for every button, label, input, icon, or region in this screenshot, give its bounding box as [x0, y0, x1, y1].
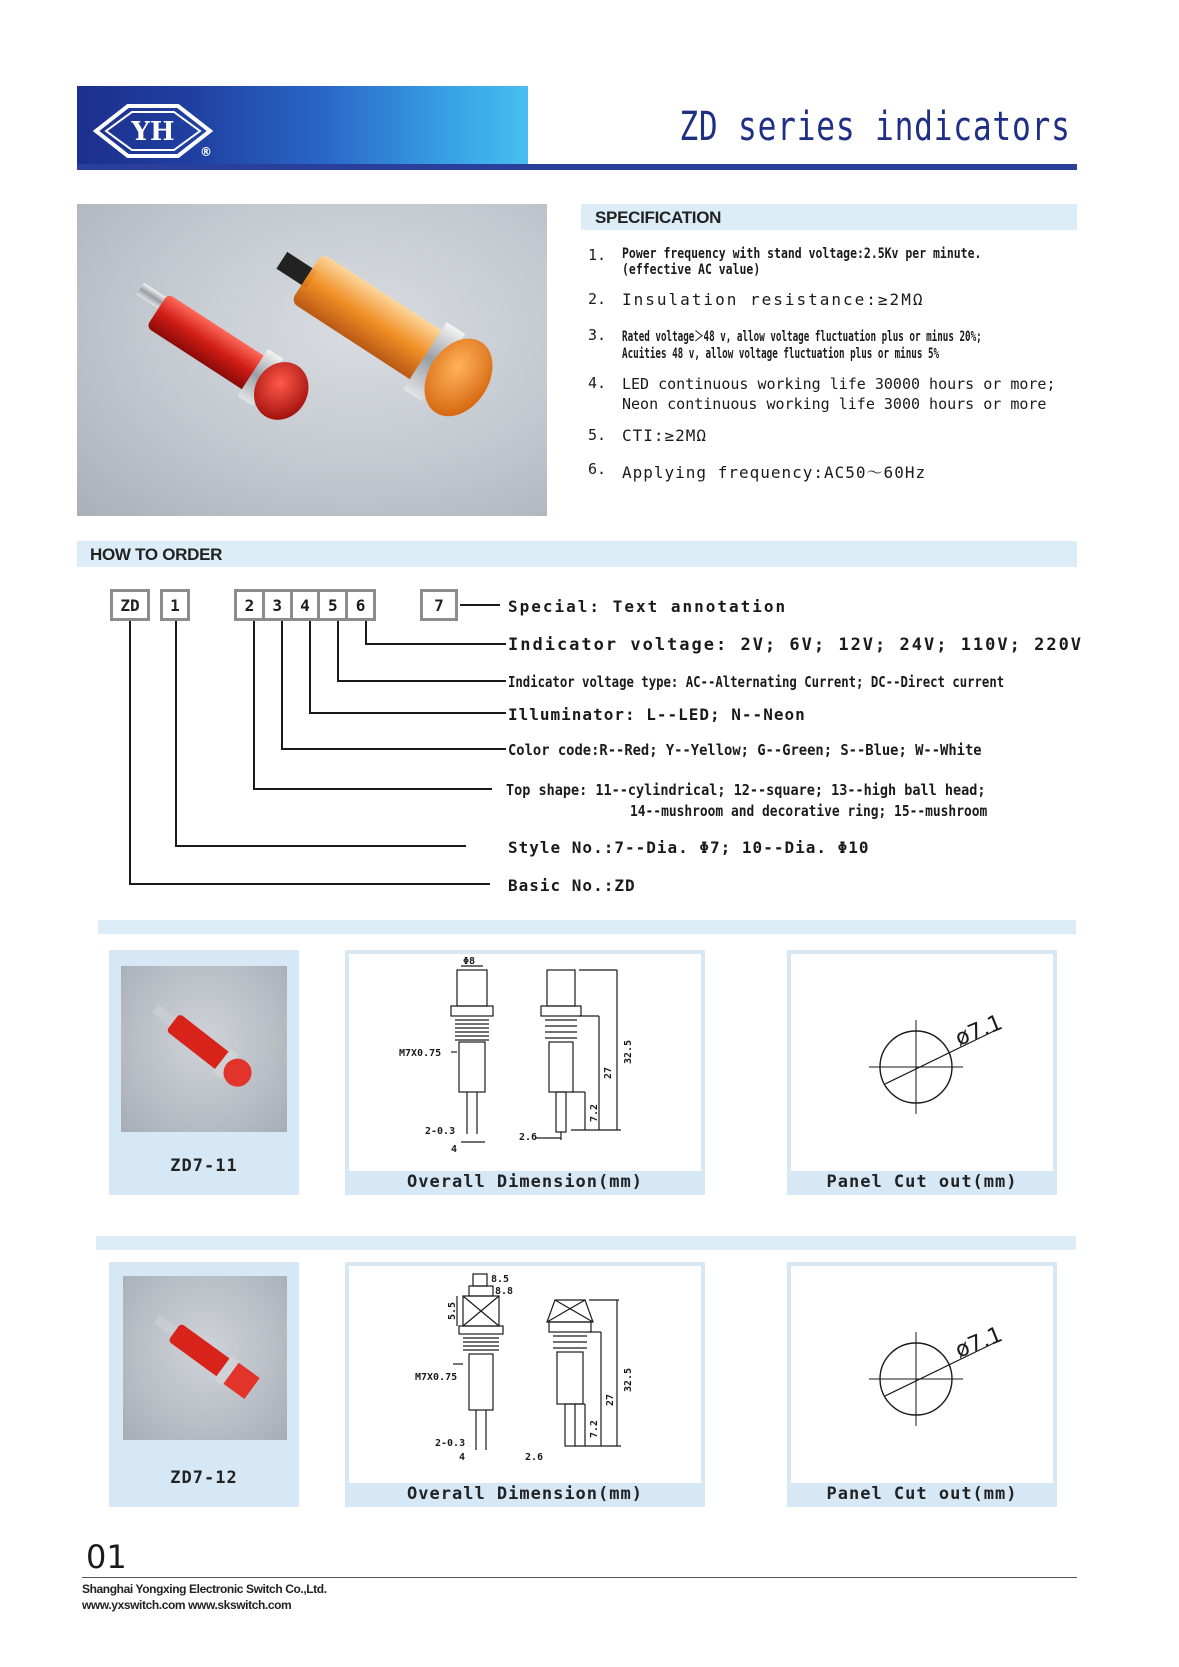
legend-color: Color code:R--Red; Y--Yellow; G--Green; S--Blue; W--White — [508, 741, 982, 759]
code-color: 3 — [265, 592, 293, 618]
page-number: 01 — [86, 1538, 127, 1576]
product-card-zd7-11 — [109, 950, 299, 1195]
footer-company-name: Shanghai Yongxing Electronic Switch Co.,Ltd. — [82, 1582, 327, 1596]
dimension-drawing-area — [349, 954, 701, 1171]
spec-item-3 — [588, 326, 1167, 362]
lamp-photo-icon — [123, 1276, 287, 1440]
code-top-shape: 2 — [237, 592, 265, 618]
spec-item-5 — [588, 426, 707, 445]
dim-pin-width: 4 — [451, 1144, 458, 1155]
code-options-group — [234, 589, 376, 621]
dim-head-width: 8.8 — [495, 1286, 514, 1297]
code-special-box: 7 — [420, 589, 458, 621]
spec-num: 1. — [588, 246, 607, 264]
dimension-drawing-area — [349, 1266, 701, 1483]
dimension-caption: Overall Dimension(mm) — [407, 1484, 643, 1504]
legend-basic: Basic No.:ZD — [508, 876, 636, 895]
dim-thread: M7X0.75 — [415, 1372, 458, 1383]
dim-total-length: 32.5 — [623, 1367, 634, 1392]
dim-thread: M7X0.75 — [399, 1048, 442, 1059]
cutout-caption: Panel Cut out(mm) — [826, 1172, 1018, 1192]
dim-head-top: 8.5 — [491, 1274, 510, 1285]
dim-body-length: 27 — [605, 1393, 616, 1406]
dim-pin-length: 7.2 — [589, 1103, 600, 1122]
specification-heading-bar — [581, 204, 1077, 230]
legend-style: Style No.:7--Dia. Φ7; 10--Dia. Φ10 — [508, 838, 870, 857]
spec-num: 3. — [588, 326, 607, 344]
spec-line: Acuities 48 v, allow voltage fluctuation plus or minus 5% — [622, 346, 940, 362]
lamp-photo-icon — [121, 966, 287, 1132]
spec-line: (effective AC value) — [622, 262, 761, 278]
dim-head-diameter: Φ8 — [463, 956, 476, 967]
header-underline — [77, 164, 1077, 170]
product-card-zd7-12 — [109, 1262, 299, 1507]
product-photo-zd7-12 — [123, 1276, 287, 1440]
hero-product-photo — [77, 204, 547, 516]
dimension-card-zd7-11 — [345, 950, 705, 1195]
dimension-caption: Overall Dimension(mm) — [407, 1172, 643, 1192]
cutout-drawing-area — [791, 954, 1053, 1171]
code-voltage: 6 — [355, 595, 366, 615]
spec-line: Rated voltage＞48 v, allow voltage fluctuation plus or minus 20%; — [622, 329, 982, 345]
spec-item-6 — [588, 460, 926, 483]
dimension-drawing-zd7-12 — [349, 1266, 701, 1483]
spec-num: 4. — [588, 374, 607, 392]
dim-pin-depth: 2.6 — [525, 1452, 544, 1463]
spec-line: Neon continuous working life 3000 hours or more — [622, 395, 1047, 413]
code-illuminator: 4 — [293, 592, 321, 618]
product-model-label: ZD7-12 — [170, 1468, 238, 1488]
spec-line: CTI:≥2MΩ — [622, 426, 708, 445]
cutout-caption: Panel Cut out(mm) — [826, 1484, 1018, 1504]
code-voltage-type: 5 — [320, 592, 348, 618]
dim-pin: 2-0.3 — [425, 1126, 456, 1137]
dim-pin-depth: 2.6 — [519, 1132, 538, 1143]
registered-mark: ® — [200, 145, 212, 159]
code-basic-box: ZD — [110, 589, 150, 621]
spec-num: 6. — [588, 460, 607, 478]
panel-cutout-drawing-zd7-12 — [791, 1266, 1053, 1483]
product-model-label: ZD7-11 — [170, 1156, 238, 1176]
spec-line: Insulation resistance:≥2MΩ — [622, 290, 925, 309]
dim-pin: 2-0.3 — [435, 1438, 466, 1449]
dim-total-length: 32.5 — [623, 1039, 634, 1064]
spec-item-1 — [588, 246, 1060, 278]
dim-head-height: 5.5 — [447, 1301, 458, 1320]
cutout-diameter-label: ø7.1 — [951, 1322, 1007, 1364]
product-divider-1 — [98, 920, 1076, 934]
spec-num: 2. — [588, 290, 607, 308]
how-to-order-heading-bar — [77, 541, 1077, 567]
spec-item-4 — [588, 374, 1055, 414]
product-divider-2 — [96, 1236, 1076, 1250]
spec-item-2 — [588, 290, 924, 309]
legend-illuminator: Illuminator: L--LED; N--Neon — [508, 705, 806, 724]
legend-special: Special: Text annotation — [508, 597, 788, 616]
legend-voltage-type: Indicator voltage type: AC--Alternating Current; DC--Direct current — [508, 673, 1005, 691]
legend-voltage: Indicator voltage: 2V; 6V; 12V; 24V; 110V; 220V — [508, 635, 1084, 655]
dim-pin-width: 4 — [459, 1452, 466, 1463]
cutout-card-zd7-12 — [787, 1262, 1057, 1507]
logo-mark: YH — [131, 117, 175, 147]
how-to-order-heading: HOW TO ORDER — [90, 545, 223, 564]
cutout-drawing-area — [791, 1266, 1053, 1483]
company-logo-icon — [88, 96, 218, 166]
spec-line: LED continuous working life 30000 hours or more; — [622, 375, 1056, 393]
dimension-card-zd7-12 — [345, 1262, 705, 1507]
spec-line: Applying frequency:AC50～60Hz — [622, 463, 927, 482]
code-style-box: 1 — [160, 589, 190, 621]
cutout-card-zd7-11 — [787, 950, 1057, 1195]
dim-pin-length: 7.2 — [589, 1419, 600, 1438]
panel-cutout-drawing-zd7-11 — [791, 954, 1053, 1171]
product-photo-zd7-11 — [121, 966, 287, 1132]
dim-body-length: 27 — [603, 1066, 614, 1079]
legend-top-shape-continued: 14--mushroom and decorative ring; 15--mushroom — [630, 802, 988, 820]
footer-website-links: www.yxswitch.com www.skswitch.com — [82, 1598, 292, 1612]
specification-heading: SPECIFICATION — [595, 208, 722, 227]
spec-line: Power frequency with stand voltage:2.5Kv per minute. — [622, 246, 982, 262]
footer-divider — [82, 1577, 1077, 1578]
page-title: ZD series indicators — [679, 104, 1071, 150]
cutout-diameter-label: ø7.1 — [951, 1010, 1007, 1052]
legend-top-shape: Top shape: 11--cylindrical; 12--square; 13--high ball head; — [506, 781, 986, 799]
dimension-drawing-zd7-11 — [349, 954, 701, 1171]
spec-num: 5. — [588, 426, 607, 444]
indicator-lamps-illustration — [77, 204, 547, 516]
